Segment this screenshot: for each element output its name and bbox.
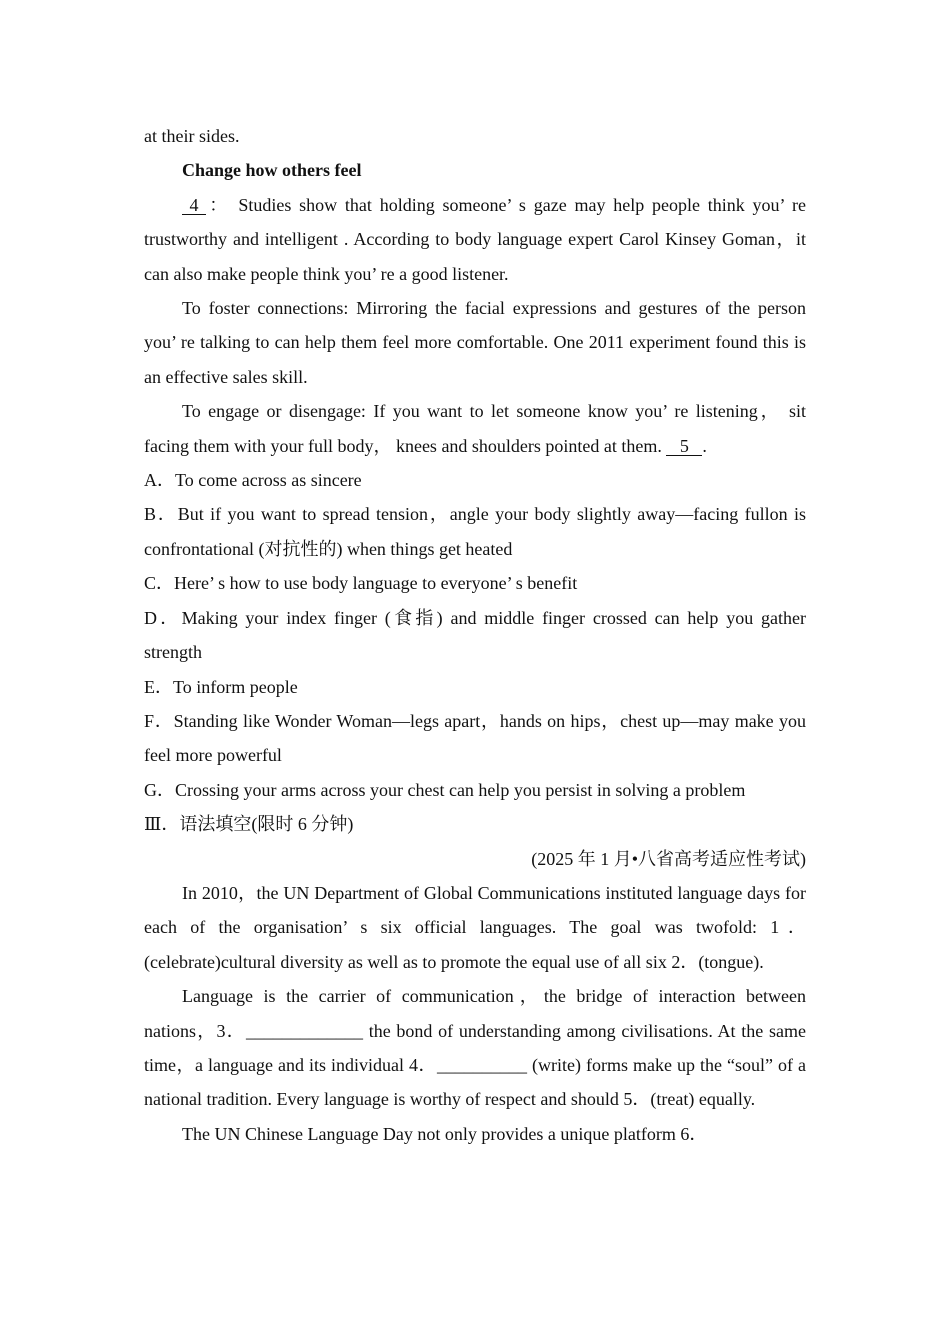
option-c: C．Here’ s how to use body language to everyone’ s benefit bbox=[144, 573, 578, 594]
paragraph-3-text: To engage or disengage: If you want to let someone know you’ re listening， sit facing them with your full body， knees and shoulders pointed at them. bbox=[144, 401, 806, 456]
section-3-title: Ⅲ．语法填空(限时 6 分钟) bbox=[144, 814, 354, 835]
top-line: at their sides. bbox=[144, 126, 240, 146]
blank-4[interactable]: 4 bbox=[182, 196, 206, 215]
option-g: G．Crossing your arms across your chest can help you persist in solving a problem bbox=[144, 779, 746, 800]
grammar-paragraph-2-part3: (write) forms make up the “soul” of a national tradition. Every language is worthy of respect and should 5．(treat) equally. bbox=[144, 1054, 806, 1110]
grammar-paragraph-1: In 2010，the UN Department of Global Communications instituted language days for each of the organisation’ s six official languages. The goal was twofold: 1．(celebrate)cultural diversity as well as to promote the equal use of all six 2．(tongue). bbox=[144, 882, 806, 972]
blank-4-grammar[interactable]: __________ bbox=[437, 1054, 528, 1075]
blank-5[interactable]: 5 bbox=[666, 437, 702, 456]
option-e: E．To inform people bbox=[144, 676, 298, 697]
grammar-paragraph-3: The UN Chinese Language Day not only provides a unique platform 6． bbox=[182, 1123, 708, 1144]
grammar-paragraph-2-part2: the bond of understanding among civilisations. At the same time，a language and its individual 4． bbox=[144, 1020, 807, 1075]
paragraph-2: To foster connections: Mirroring the facial expressions and gestures of the person you’ re talking to can help them feel more comfortable. One 2011 experiment found this is an effective sales skill. bbox=[144, 298, 806, 387]
blank-3[interactable]: _____________ bbox=[245, 1020, 363, 1041]
exam-source: (2025 年 1 月•八省高考适应性考试) bbox=[531, 848, 806, 869]
option-f: F．Standing like Wonder Woman—legs apart，hands on hips，chest up—may make you feel more powerful bbox=[144, 710, 806, 766]
option-a: A．To come across as sincere bbox=[144, 470, 362, 491]
paragraph-3 bbox=[144, 394, 806, 463]
grammar-paragraph-2 bbox=[144, 979, 806, 1117]
paragraph-3-end: . bbox=[702, 435, 707, 456]
paragraph-1 bbox=[144, 188, 806, 291]
section-heading: Change how others feel bbox=[182, 160, 362, 181]
paragraph-1-text: ： Studies show that holding someone’ s gaze may help people think you’ re trustworthy and intelligent . According to body language expert Carol Kinsey Goman，it can also make people think you’ re a good listener. bbox=[144, 194, 806, 284]
document-page bbox=[144, 119, 806, 1151]
option-d: D．Making your index finger (食指) and middle finger crossed can help you gather strength bbox=[144, 607, 806, 663]
option-b: B．But if you want to spread tension，angle your body slightly away—facing fullon is confrontational (对抗性的) when things get heated bbox=[144, 504, 806, 559]
grammar-paragraph-2-part1: Language is the carrier of communication，the bridge of interaction between nations，3． bbox=[144, 986, 806, 1041]
